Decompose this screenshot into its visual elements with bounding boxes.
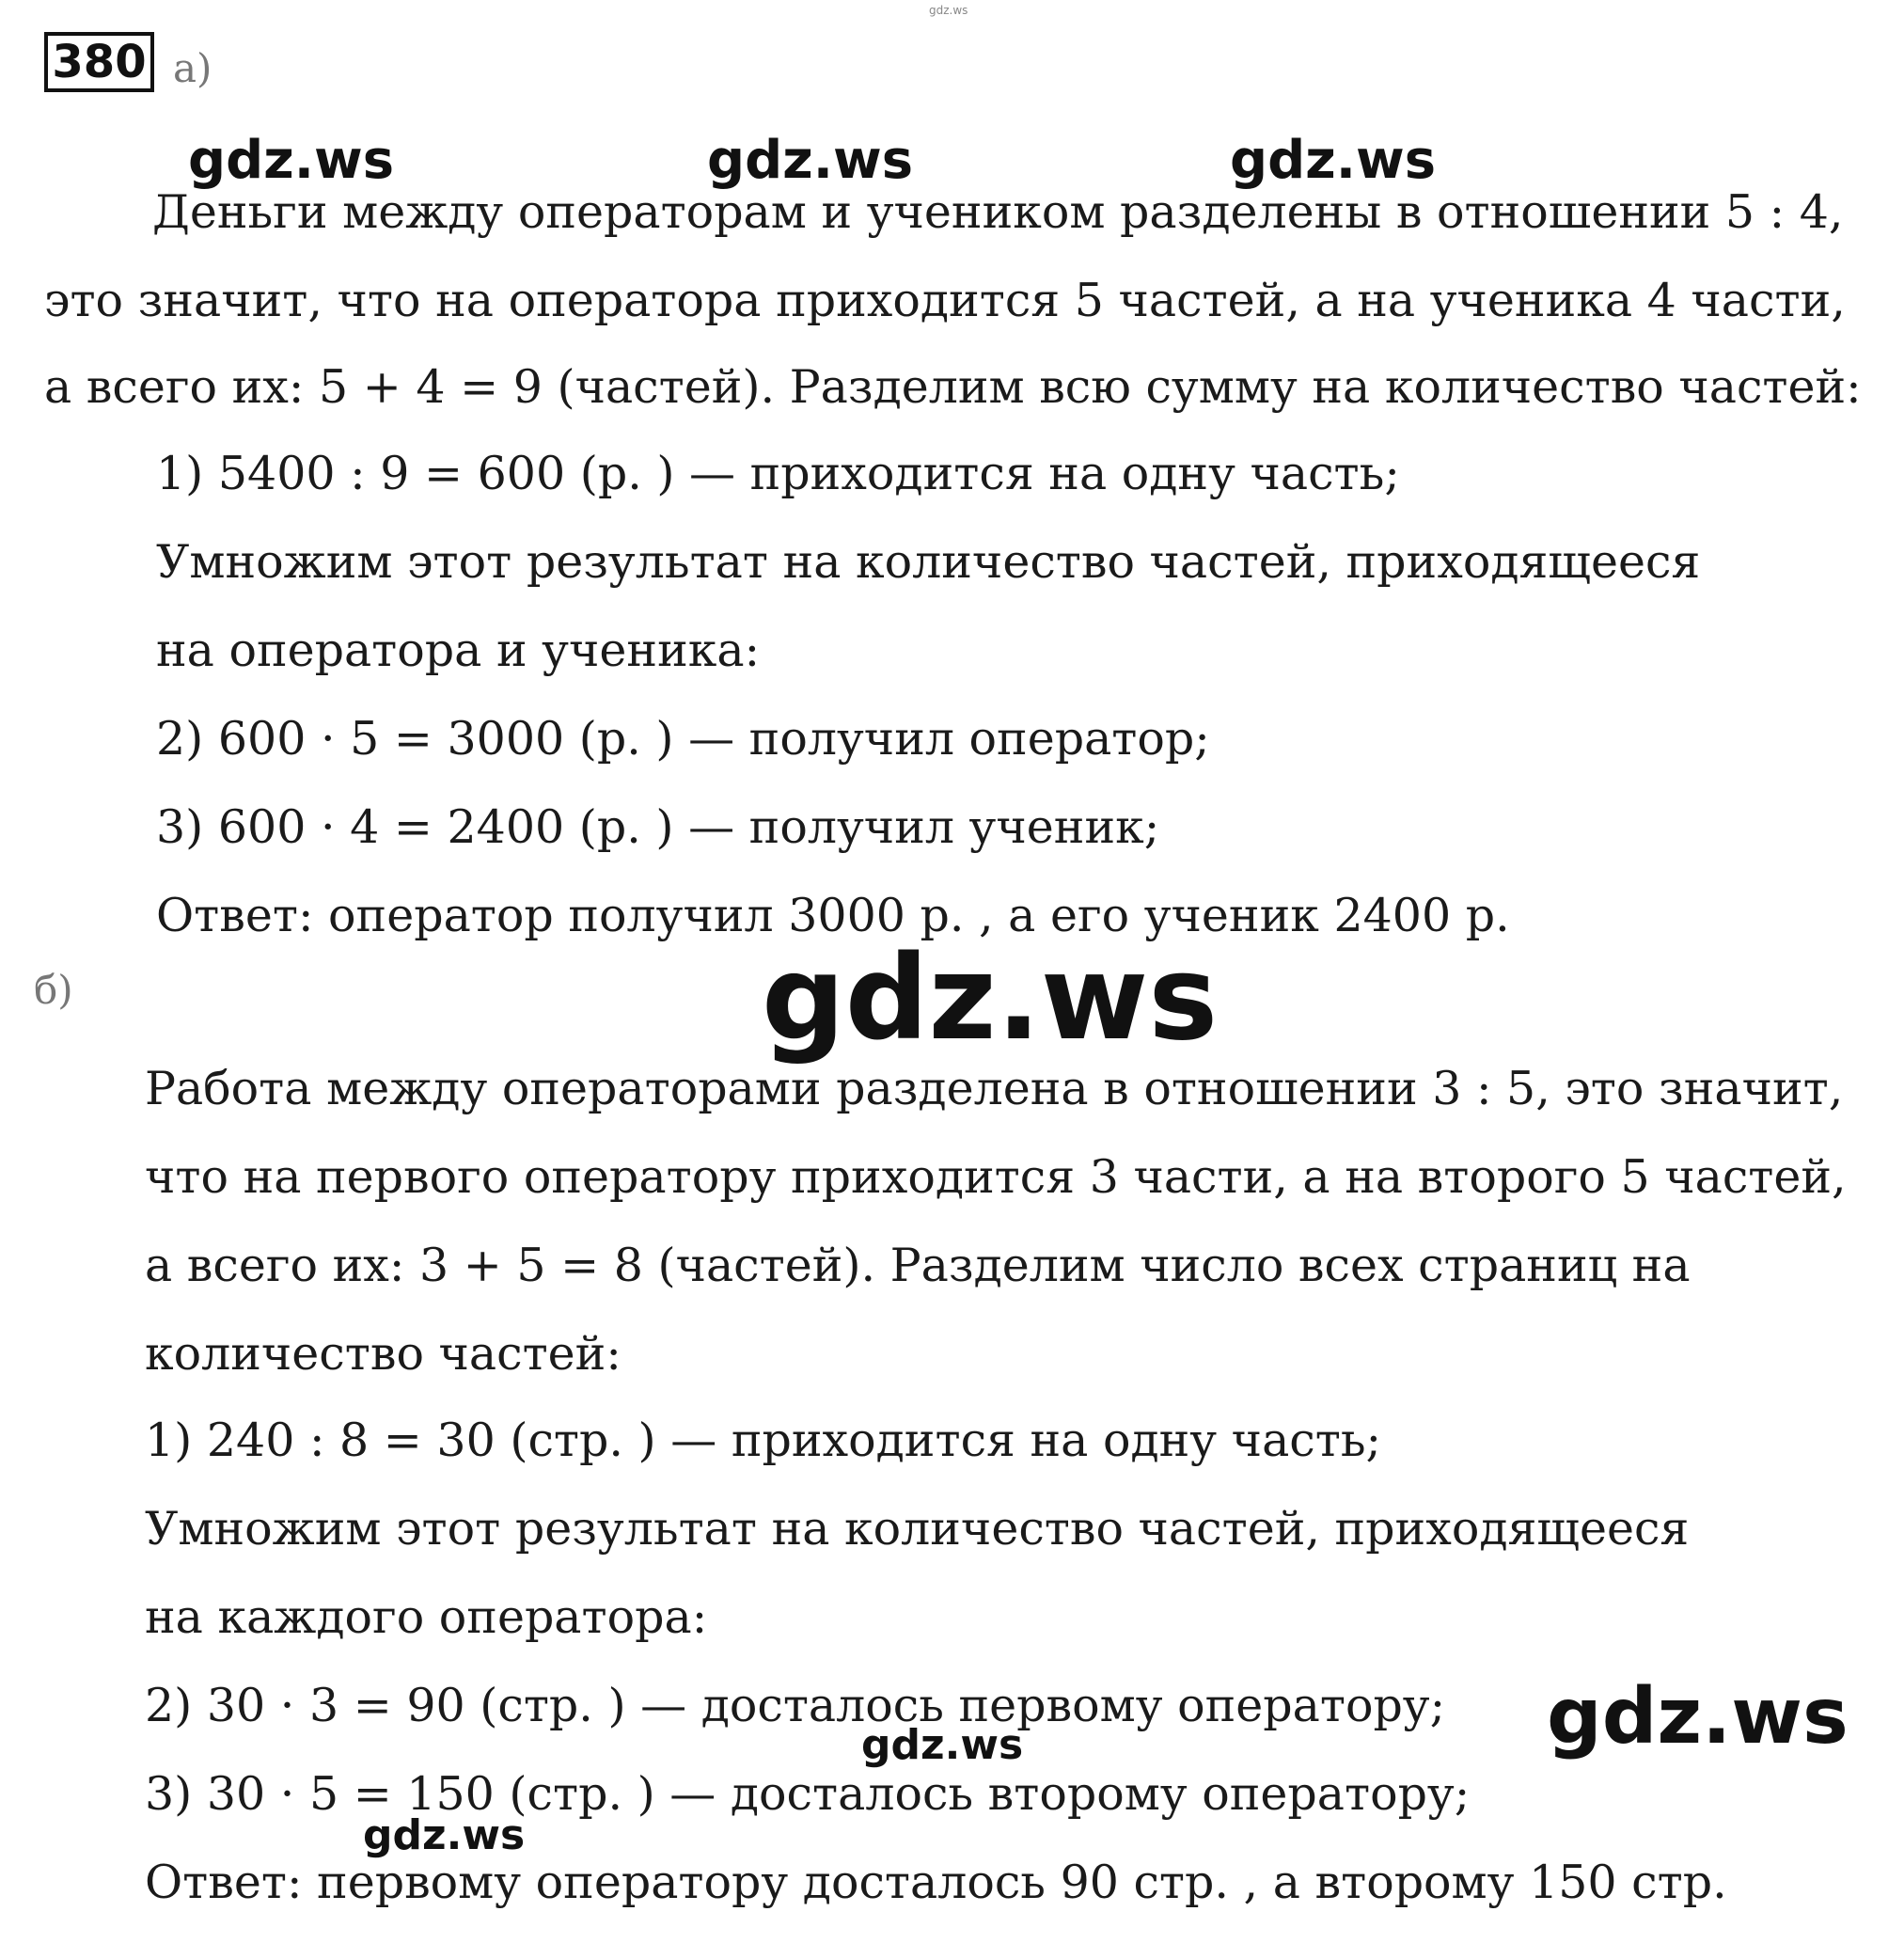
watermark: gdz.ws [188,130,395,191]
text-line: а всего их: 3 + 5 = 8 (частей). Разделим число всех страниц на [145,1239,1691,1292]
watermark-top: gdz.ws [929,4,968,17]
part-b-label: б) [34,967,73,1013]
watermark: gdz.ws [861,1721,1024,1769]
text-line: 3) 600 · 4 = 2400 (р. ) — получил ученик; [156,800,1160,854]
watermark: gdz.ws [1230,130,1437,191]
text-line: количество частей: [145,1327,622,1381]
text-line: Работа между операторами разделена в отношении 3 : 5, это значит, [145,1062,1844,1115]
text-line: Умножим этот результат на количество частей, приходящееся [145,1502,1690,1556]
text-line: Деньги между операторам и учеником разделены в отношении 5 : 4, [152,185,1844,239]
text-line: Умножим этот результат на количество частей, приходящееся [156,535,1701,589]
part-a-label: а) [173,45,212,91]
answer-line: Ответ: оператор получил 3000 р. , а его ученик 2400 р. [156,889,1510,942]
text-line: это значит, что на оператора приходится 5 частей, а на ученика 4 части, [44,274,1846,327]
watermark: gdz.ws [363,1811,526,1859]
watermark-medium: gdz.ws [1547,1672,1849,1762]
text-line: на каждого оператора: [145,1590,708,1644]
watermark-large: gdz.ws [762,931,1219,1066]
problem-number: 380 [44,32,154,92]
text-line: 3) 30 · 5 = 150 (стр. ) — досталось второму оператору; [145,1767,1471,1821]
text-line: на оператора и ученика: [156,624,761,677]
text-line: 1) 240 : 8 = 30 (стр. ) — приходится на одну часть; [145,1414,1382,1467]
watermark: gdz.ws [707,130,914,191]
text-line: 2) 600 · 5 = 3000 (р. ) — получил оператор; [156,712,1210,766]
text-line: 2) 30 · 3 = 90 (стр. ) — досталось первому оператору; [145,1679,1446,1732]
answer-line: Ответ: первому оператору досталось 90 стр. , а второму 150 стр. [145,1856,1727,1909]
text-line: 1) 5400 : 9 = 600 (р. ) — приходится на одну часть; [156,447,1400,500]
text-line: что на первого оператору приходится 3 части, а на второго 5 частей, [145,1150,1847,1204]
text-line: а всего их: 5 + 4 = 9 (частей). Разделим всю сумму на количество частей: [44,360,1862,414]
